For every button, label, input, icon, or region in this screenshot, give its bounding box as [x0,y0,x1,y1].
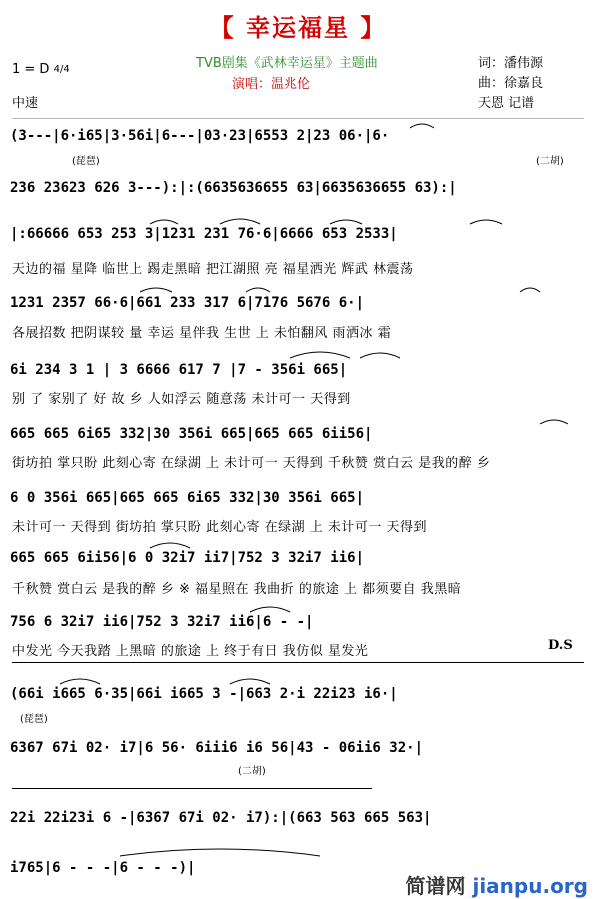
watermark-site-name: 简谱网 [405,874,466,898]
score-line-10: (66i i665 6·35|66i i665 3 -|663 2·i 22i23 i6·| [10,686,398,702]
instrument-note-erhu-2: (二胡) [238,766,266,777]
tempo-marking: 中速 [12,96,39,111]
score-line-3: |:66666 653 253 3|1231 231 76·6|6666 653 2533| [10,226,398,242]
page-title: 【 幸运福星 】 [209,14,387,42]
score-line-2: 236 23623 626 3---):|:(6635636655 63|6635636655 63):| [10,180,457,196]
score-line-1: (3---|6·i65|3·56i|6---|03·23|6553 2|23 06·|6· [10,128,390,144]
score-line-7: 6 0 356i 665|665 665 6i65 332|30 356i 665| [10,490,365,506]
lyric-line-3: 天边的福 星降 临世上 踢走黑暗 把江湖照 亮 福星洒光 辉武 林震荡 [12,262,414,277]
score-line-4: 1231 2357 66·6|661 233 317 6|7176 5676 6·| [10,295,365,311]
time-signature: 4/4 [53,63,70,75]
transcriber-credit: 天恩 记谱 [478,96,535,111]
lyric-line-4: 各展招数 把阴谋较 量 幸运 星伴我 生世 上 未怕翻风 雨洒冰 霜 [12,326,392,341]
score-line-8: 665 665 6ii56|6 0 32i7 ii7|752 3 32i7 ii6| [10,550,365,566]
lyric-line-9: 中发光 今天我踏 上黑暗 的旅途 上 终于有日 我仿似 星发光 [12,644,369,659]
ds-marking: D.S [548,638,573,653]
score-line-6: 665 665 6i65 332|30 356i 665|665 665 6ii56| [10,426,373,442]
section-divider [12,662,584,663]
score-line-13: i765|6 - - -|6 - - -)| [10,860,196,876]
watermark-site-url: jianpu.org [472,874,588,898]
header-divider [12,118,584,119]
lyric-line-7: 未计可一 天得到 街坊拍 掌只盼 此刻心寄 在绿湖 上 未计可一 天得到 [12,520,428,535]
lyric-line-8: 千秋赞 赏白云 是我的醉 乡 ※ 福星照在 我曲折 的旅途 上 都须要自 我黑暗 [12,582,462,597]
instrument-note-pipa: (琵琶) [72,156,100,167]
lyric-line-5: 别 了 家别了 好 故 乡 人如浮云 随意荡 未计可一 天得到 [12,392,351,407]
score-line-5: 6i 234 3 1 | 3 6666 617 7 |7 - 356i 665| [10,362,348,378]
volta-bracket [12,788,372,789]
composer-credit: 曲：徐嘉良 [478,76,544,91]
lyric-line-6: 街坊拍 掌只盼 此刻心寄 在绿湖 上 未计可一 天得到 千秋赞 赏白云 是我的醉 乡 [12,456,491,471]
instrument-note-erhu: (二胡) [536,156,564,167]
score-line-12: 22i 22i23i 6 -|6367 67i 02· i7):|(663 563 665 563| [10,810,432,826]
score-line-9: 756 6 32i7 ii6|752 3 32i7 ii6|6 - -| [10,614,314,630]
singer-credit: 演唱：温兆伦 [232,77,311,92]
instrument-note-pipa-2: (琵琶) [20,714,48,725]
key-label: 1 = D [12,62,50,77]
score-line-11: 6367 67i 02· i7|6 56· 6iii6 i6 56|43 - 06ii6 32·| [10,740,424,756]
key-signature [12,62,70,77]
lyricist-credit: 词：潘伟源 [478,56,544,71]
watermark [406,870,589,899]
subtitle: TVB剧集《武林幸运星》主题曲 [196,56,378,71]
